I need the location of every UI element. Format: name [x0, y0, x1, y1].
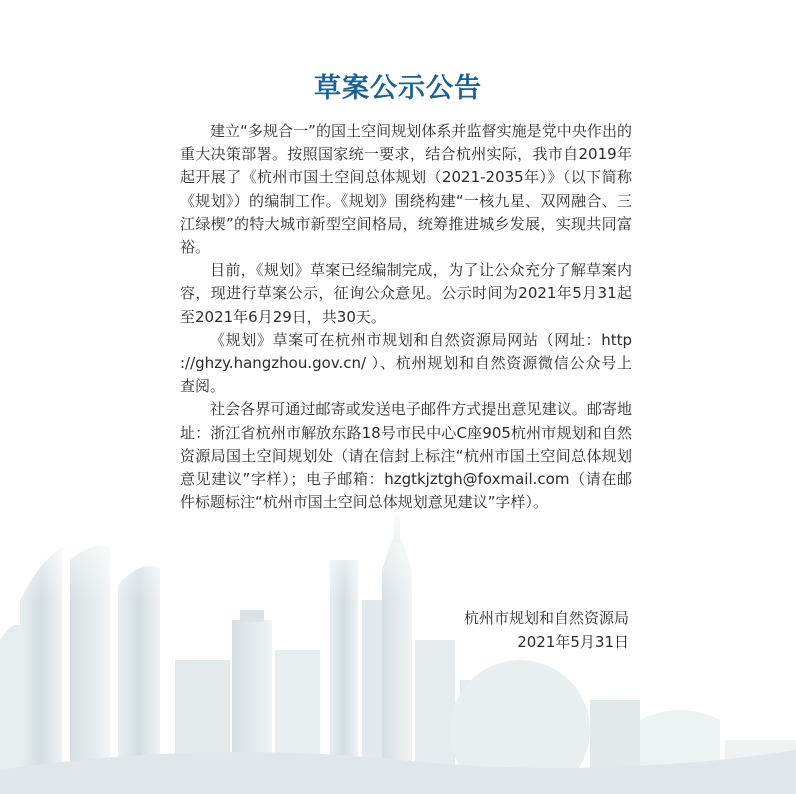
announcement-body — [180, 120, 632, 514]
paragraph-where-to-view: 《规划》草案可在杭州市规划和自然资源局网站（网址：http ://ghzy.hangzhou.gov.cn/ ）、杭州规划和自然资源微信公众号上查阅。 — [180, 330, 632, 396]
signature-block — [464, 606, 629, 654]
signature-date: 2021年5月31日 — [517, 633, 629, 651]
paragraph-background: 建立“多规合一”的国土空间规划体系并监督实施是党中央作出的重大决策部署。按照国家统一要求，结合杭州实际，我市自2019年起开展了《杭州市国土空间总体规划（2021-2035年）》（以下简称《规划》）的编制工作。《规划》围绕构建“一核九星、双网融合、三江绿楔”的特大城市新型空间格局，统筹推进城乡发展，实现共同富裕。 — [180, 122, 632, 257]
paragraph-publicity-period: 目前，《规划》草案已经编制完成，为了让公众充分了解草案内容，现进行草案公示，征询公众意见。公示时间为2021年5月31起至2021年6月29日，共30天。 — [180, 261, 632, 326]
signature-organization: 杭州市规划和自然资源局 — [463, 609, 629, 627]
page-title: 草案公示公告 — [314, 73, 482, 104]
paragraph-feedback-channels: 社会各界可通过邮寄或发送电子邮件方式提出意见建议。邮寄地址：浙江省杭州市解放东路18号市民中心C座905杭州市规划和自然资源局国土空间规划处（请在信封上标注“杭州市国土空间总体规划意见建议”字样）；电子邮箱：hzgtkjztgh@foxmail.com（请在邮件标题标注“杭州市国土空间总体规划意见建议”字样）。 — [180, 400, 632, 512]
